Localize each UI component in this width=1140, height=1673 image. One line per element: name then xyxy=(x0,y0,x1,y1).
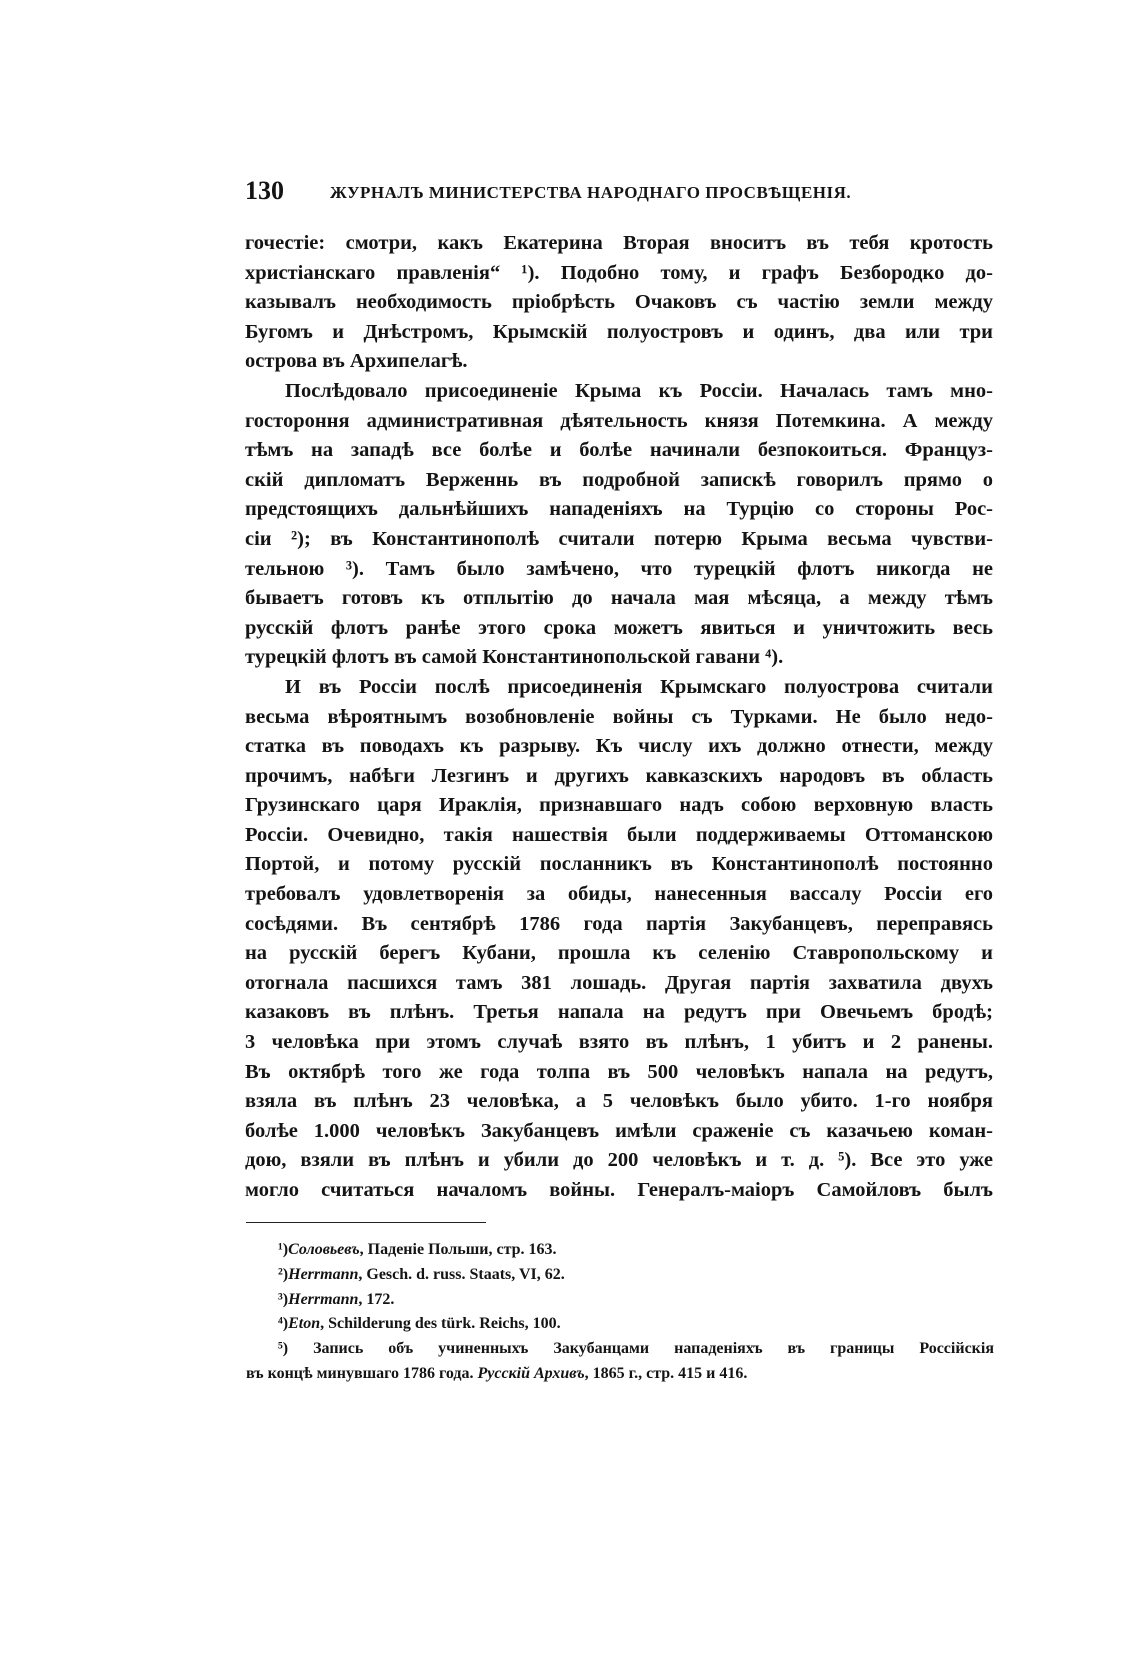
footnote xyxy=(246,1312,994,1337)
text-line: Портой, и потому русскій посланникъ въ Константинополѣ постоянно xyxy=(245,853,993,876)
text-line: прочимъ, набѣги Лезгинъ и другихъ кавказскихъ народовъ въ область xyxy=(245,764,993,787)
footnote-mark: ³) xyxy=(278,1290,289,1308)
footnote-text: , 1865 г., стр. 415 и 416. xyxy=(584,1364,748,1382)
text-line: весьма вѣроятнымъ возобновленіе войны съ Турками. Не было недо- xyxy=(245,705,993,728)
text-line: бываетъ готовъ къ отплытію до начала мая мѣсяца, а между тѣмъ xyxy=(245,587,993,610)
footnote-text: Русскій Архивъ xyxy=(477,1364,585,1382)
text-line: Грузинскаго царя Ираклія, признавшаго надъ собою верховную власть xyxy=(245,794,993,817)
footnote-mark: ²) xyxy=(278,1265,289,1283)
text-line: Россіи. Очевидно, такія нашествія были поддерживаемы Оттоманскою xyxy=(245,823,993,846)
text-line: сіи ²); въ Константинополѣ считали потерю Крыма весьма чувстви- xyxy=(245,527,993,550)
text-line: гостороння административная дѣятельность князя Потемкина. А между xyxy=(245,409,993,432)
text-line: казаковъ въ плѣнъ. Третья напала на редутъ при Овечьемъ бродѣ; xyxy=(245,1001,993,1024)
text-line: русскій флотъ ранѣе этого срока можетъ явиться и уничтожить весь xyxy=(245,616,993,639)
text-line: предстоящихъ дальнѣйшихъ нападеніяхъ на Турцію со стороны Рос- xyxy=(245,498,993,521)
footnote-continuation xyxy=(246,1362,994,1387)
text-line: дою, взяли въ плѣнъ и убили до 200 человѣкъ и т. д. ⁵). Все это уже xyxy=(245,1149,993,1172)
text-line: могло считаться началомъ войны. Генералъ-маіоръ Самойловъ былъ xyxy=(245,1179,993,1201)
footnote-mark: ⁴) xyxy=(278,1315,289,1333)
footnote-mark: ¹) xyxy=(278,1241,289,1258)
footnote-mark: ⁵) xyxy=(278,1340,289,1358)
footnote-text: , Gesch. d. russ. Staats, VI, 62. xyxy=(358,1265,565,1283)
journal-title: ЖУРНАЛЪ МИНИСТЕРСТВА НАРОДНАГО ПРОСВѢЩЕНІЯ. xyxy=(330,183,852,202)
text-line: взяла въ плѣнъ 23 человѣка, а 5 человѣкъ было убито. 1-го ноября xyxy=(245,1090,993,1113)
text-line: христіанскаго правленія“ ¹). Подобно тому, и графъ Безбородко до- xyxy=(245,261,993,284)
text-line: отогнала пасшихся тамъ 381 лошадь. Другая партія захватила двухъ xyxy=(245,971,993,994)
text-line: гочестіе: смотри, какъ Екатерина Вторая вноситъ въ тебя кротость xyxy=(245,232,993,254)
text-line: болѣе 1.000 человѣкъ Закубанцевъ имѣли сраженіе съ казачьею коман- xyxy=(245,1119,993,1142)
text-line: казывалъ необходимость пріобрѣсть Очаковъ съ частію земли между xyxy=(245,291,993,314)
text-line: скій дипломатъ Верженнь въ подробной запискѣ говорилъ прямо о xyxy=(245,468,993,491)
running-header xyxy=(245,176,1005,210)
footnote-text: Запись объ учиненныхъ Закубанцами нападеніяхъ въ границы Россійскія xyxy=(288,1340,994,1358)
text-line: Бугомъ и Днѣстромъ, Крымскій полуостровъ и одинъ, два или три xyxy=(245,320,993,343)
footnote-text: въ концѣ минувшаго 1786 года. xyxy=(246,1364,478,1382)
text-line: турецкій флотъ въ самой Константинопольской гавани ⁴). xyxy=(245,646,784,669)
page-number: 130 xyxy=(245,176,284,205)
text-line: И въ Россіи послѣ присоединенія Крымскаго полуострова считали xyxy=(285,675,993,698)
text-line: 3 человѣка при этомъ случаѣ взято въ плѣнъ, 1 убитъ и 2 ранены. xyxy=(245,1031,993,1054)
text-line: Въ октябрѣ того же года толпа въ 500 человѣкъ напала на редутъ, xyxy=(245,1060,993,1083)
footnote-text: , Schilderung des türk. Reichs, 100. xyxy=(320,1315,561,1333)
text-line: Послѣдовало присоединеніе Крыма къ Россіи. Началась тамъ мно- xyxy=(285,379,993,402)
text-line: статка въ поводахъ къ разрыву. Къ числу ихъ должно отнести, между xyxy=(245,735,993,758)
footnote-divider xyxy=(246,1222,486,1223)
footnote xyxy=(246,1263,994,1288)
text-line: сосѣдями. Въ сентябрѣ 1786 года партія Закубанцевъ, переправясь xyxy=(245,912,993,935)
footnote xyxy=(246,1288,994,1313)
body-text xyxy=(245,229,993,1206)
footnote-text: , 172. xyxy=(358,1290,395,1308)
footnote xyxy=(246,1337,994,1362)
text-line: острова въ Архипелагѣ. xyxy=(245,350,468,373)
footnote-author: Herrmann xyxy=(288,1290,359,1308)
footnote-text: , Паденіе Польши, стр. 163. xyxy=(359,1241,557,1258)
footnote-author: Herrmann xyxy=(288,1265,359,1283)
footnote-author: Соловьевъ xyxy=(288,1241,360,1258)
footnote-author: Eton xyxy=(288,1315,321,1333)
text-line: тѣмъ на западѣ все болѣе и болѣе начинали безпокоиться. Француз- xyxy=(245,439,993,462)
text-line: тельною ³). Тамъ было замѣчено, что турецкій флотъ никогда не xyxy=(245,557,993,580)
text-line: на русскій берегъ Кубани, прошла къ селенію Ставропольскому и xyxy=(245,942,993,965)
text-line: требовалъ удовлетворенія за обиды, нанесенныя вассалу Россіи его xyxy=(245,883,993,906)
footnotes xyxy=(246,1238,994,1387)
footnote xyxy=(246,1238,994,1263)
